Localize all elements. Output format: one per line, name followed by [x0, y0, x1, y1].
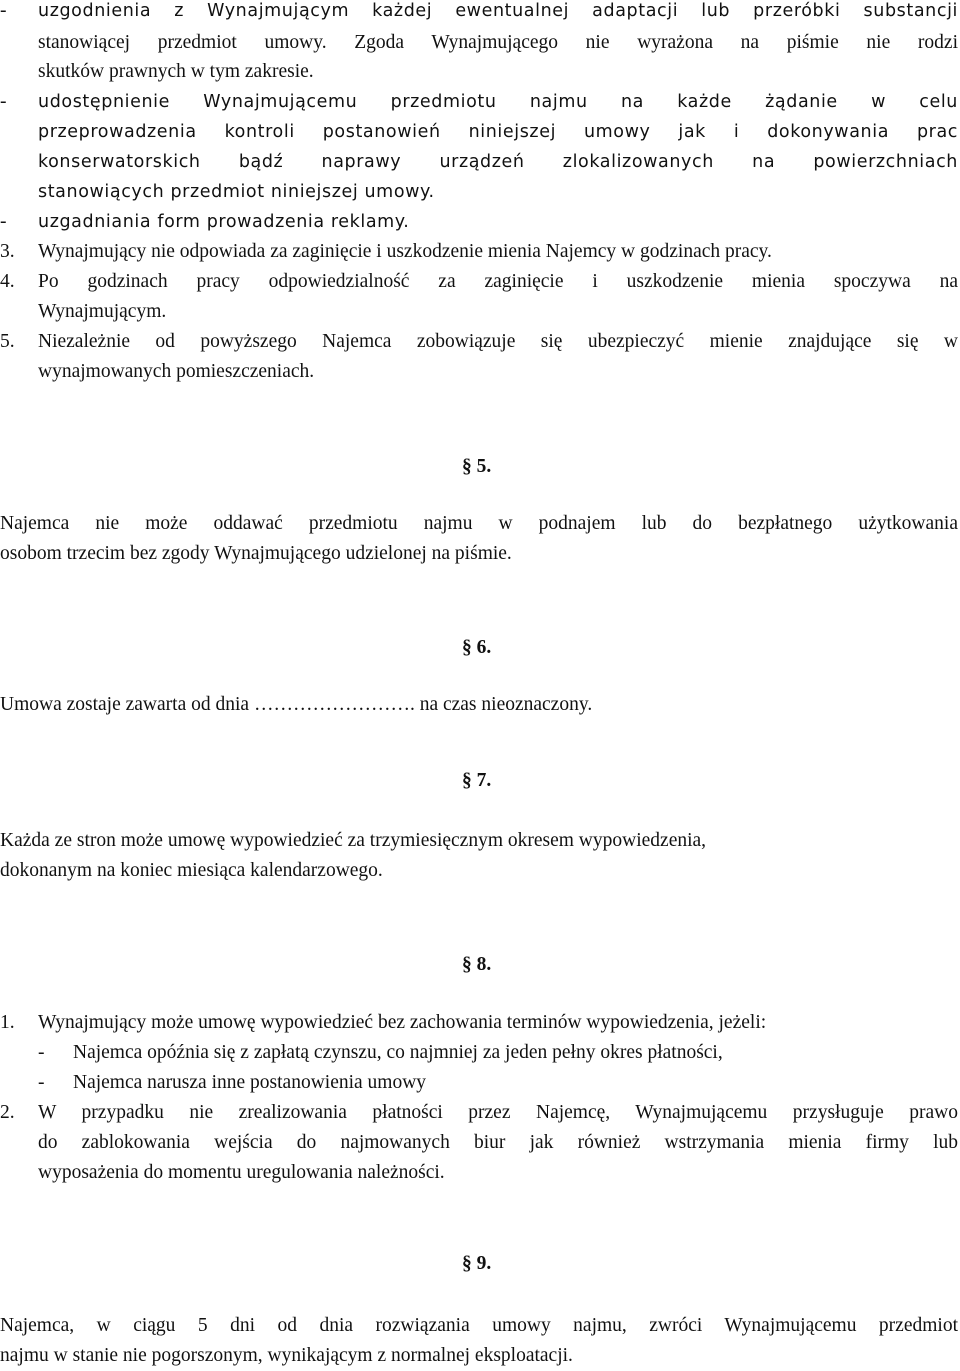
point-text: Niezależnie od powyższego Najemca zobowiązuje się ubezpieczyć mienie znajdujące się w — [38, 331, 958, 352]
list-dash: - — [0, 91, 7, 112]
intro-line: stanowiących przedmiot niniejszej umowy. — [38, 182, 435, 202]
paragraph-line: dokonanym na koniec miesiąca kalendarzowego. — [0, 860, 383, 881]
point-number: 4. — [0, 271, 15, 292]
point-text: W przypadku nie zrealizowania płatności przez Najemcę, Wynajmującemu przysługuje prawo — [38, 1102, 958, 1123]
point-text: do zablokowania wejścia do najmowanych biur jak również wstrzymania mienia firmy lub — [38, 1132, 958, 1153]
list-item: Najemca narusza inne postanowienia umowy — [73, 1072, 427, 1093]
paragraph-line: Każda ze stron może umowę wypowiedzieć za trzymiesięcznym okresem wypowiedzenia, — [0, 830, 707, 851]
point-number: 1. — [0, 1012, 15, 1033]
intro-line: uzgadniania form prowadzenia reklamy. — [38, 212, 410, 232]
point-text: Po godzinach pracy odpowiedzialność za zaginięcie i uszkodzenie mienia spoczywa na — [38, 271, 958, 292]
paragraph-line: najmu w stanie nie pogorszonym, wynikającym z normalnej eksploatacji. — [0, 1345, 573, 1366]
intro-line: konserwatorskich bądź naprawy urządzeń zlokalizowanych na powierzchniach — [38, 152, 958, 172]
intro-line: uzgodnienia z Wynajmującym każdej ewentualnej adaptacji lub przeróbki substancji — [38, 1, 958, 21]
section-heading: § 6. — [462, 637, 492, 658]
point-number: 3. — [0, 241, 15, 262]
intro-line: stanowiącej przedmiot umowy. Zgoda Wynajmującego nie wyrażona na piśmie nie rodzi — [38, 32, 958, 53]
section-heading: § 9. — [462, 1253, 492, 1274]
point-text: Wynajmujący może umowę wypowiedzieć bez zachowania terminów wypowiedzenia, jeżeli: — [38, 1012, 767, 1033]
paragraph-line: osobom trzecim bez zgody Wynajmującego udzielonej na piśmie. — [0, 543, 512, 564]
point-number: 2. — [0, 1102, 15, 1123]
point-text: Wynajmującym. — [38, 301, 167, 322]
section-heading: § 5. — [462, 456, 492, 477]
list-dash: - — [0, 211, 7, 232]
point-text: wynajmowanych pomieszczeniach. — [38, 361, 315, 382]
section-heading: § 7. — [462, 770, 492, 791]
list-dash: - — [0, 0, 7, 21]
paragraph-line: Najemca, w ciągu 5 dni od dnia rozwiązania umowy najmu, zwróci Wynajmującemu przedmiot — [0, 1315, 958, 1336]
intro-line: przeprowadzenia kontroli postanowień niniejszej umowy jak i dokonywania prac — [38, 122, 958, 142]
list-dash: - — [38, 1042, 45, 1063]
point-text: wyposażenia do momentu uregulowania należności. — [38, 1162, 445, 1183]
paragraph-line: Najemca nie może oddawać przedmiotu najmu w podnajem lub do bezpłatnego użytkowania — [0, 513, 958, 534]
section-heading: § 8. — [462, 954, 492, 975]
point-number: 5. — [0, 331, 15, 352]
list-item: Najemca opóźnia się z zapłatą czynszu, co najmniej za jeden pełny okres płatności, — [73, 1042, 723, 1063]
intro-line: udostępnienie Wynajmującemu przedmiotu najmu na każde żądanie w celu — [38, 92, 958, 112]
list-dash: - — [38, 1072, 45, 1093]
intro-line: skutków prawnych w tym zakresie. — [38, 61, 314, 82]
paragraph-line: Umowa zostaje zawarta od dnia ……………………. na czas nieoznaczony. — [0, 694, 593, 715]
point-text: Wynajmujący nie odpowiada za zaginięcie i uszkodzenie mienia Najemcy w godzinach pracy. — [38, 241, 772, 262]
